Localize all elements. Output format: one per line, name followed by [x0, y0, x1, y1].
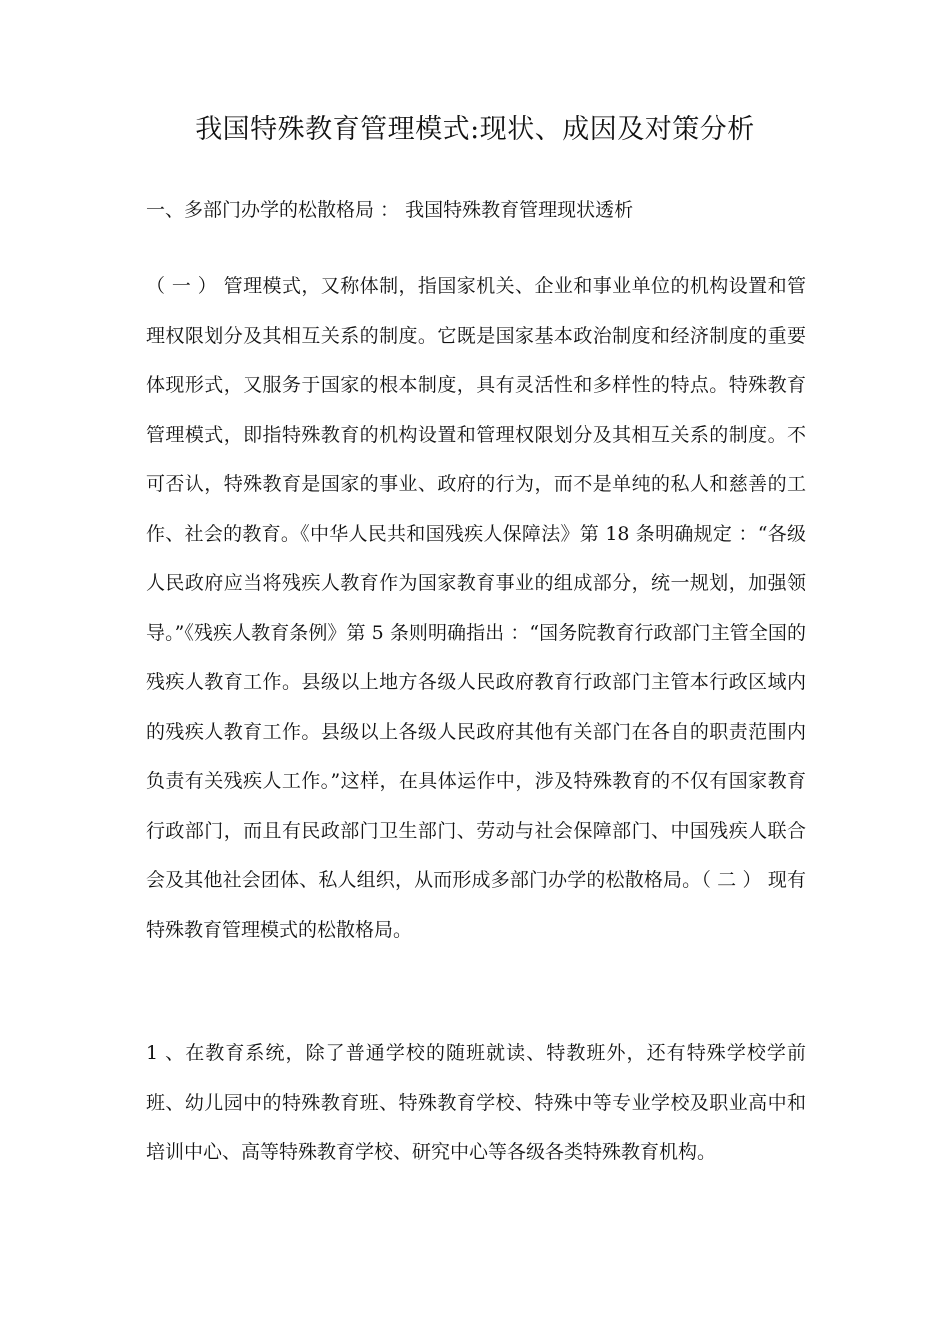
section-heading: 一、多部门办学的松散格局 ： 我国特殊教育管理现状透析	[146, 199, 634, 221]
document-title: 我国特殊教育管理模式:现状、成因及对策分析	[195, 114, 755, 145]
body-paragraph: （ 一 ） 管理模式，又称体制，指国家机关、企业和事业单位的机构设置和管理权限划分及其相互关系的制度。它既是国家基本政治制度和经济制度的重要体现形式，又服务于国家的根本制度，具有灵活性和多样性的特点。特殊教育管理模式，即指特殊教育的机构设置和管理权限划分及其相互关系的制度。不可否认，特殊教育是国家的事业、政府的行为，而不是单纯的私人和慈善的工作、社会的教育。《中华人民共和国残疾人保障法》第 18 条明确规定 ：“各级人民政府应当将残疾人教育作为国家教育事业的组成部分，统一规划，加强领导。”《残疾人教育条例》第 5 条则明确指出 ：“国务院教育行政部门主管全国的残疾人教育工作。县级以上地方各级人民政府教育行政部门主管本行政区域内的残疾人教育工作。县级以上各级人民政府其他有关部门在各自的职责范围内负责有关残疾人工作。”这样，在具体运作中，涉及特殊教育的不仅有国家教育行政部门，而且有民政部门卫生部门、劳动与社会保障部门、中国残疾人联合会及其他社会团体、私人组织，从而形成多部门办学的松散格局。（ 二 ） 现有特殊教育管理模式的松散格局。	[146, 275, 806, 941]
body-paragraph: 1 、在教育系统，除了普通学校的随班就读、特教班外，还有特殊学校学前班、幼儿园中的特殊教育班、特殊教育学校、特殊中等专业学校及职业高中和培训中心、高等特殊教育学校、研究中心等各级各类特殊教育机构。	[146, 1042, 806, 1163]
